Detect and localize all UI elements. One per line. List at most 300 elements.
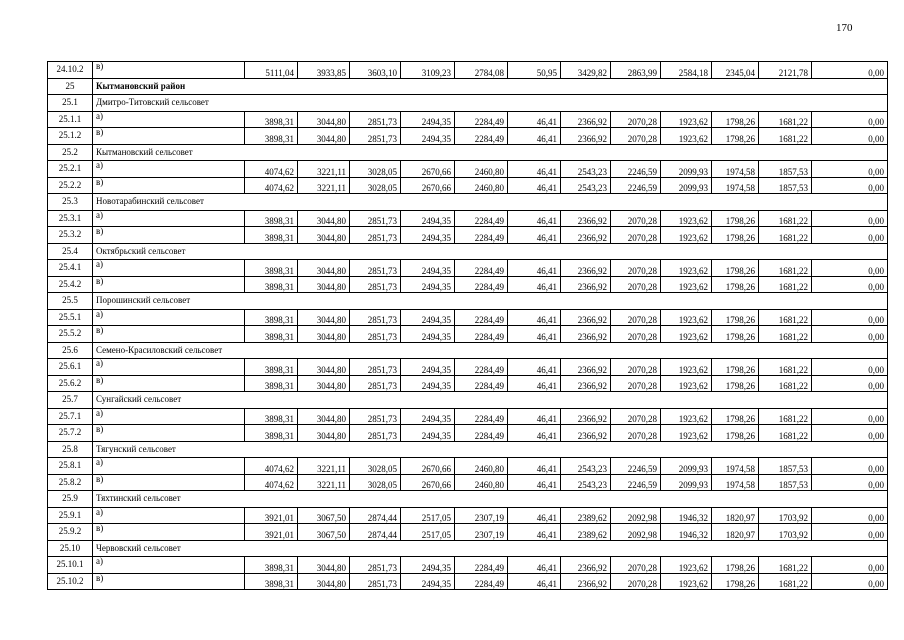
row-subtype: а)	[93, 111, 245, 128]
value-cell: 3028,05	[350, 474, 401, 491]
value-cell: 2874,44	[350, 507, 401, 524]
table-row	[48, 474, 888, 491]
value-cell: 2070,28	[611, 359, 661, 376]
row-subtype: а)	[93, 260, 245, 277]
value-cell: 2366,92	[561, 557, 611, 574]
table-row	[48, 177, 888, 194]
row-code: 25.4	[48, 243, 93, 260]
row-code: 25.5	[48, 293, 93, 310]
value-cell: 2070,28	[611, 260, 661, 277]
value-cell: 1681,22	[759, 375, 812, 392]
section-title: Семено-Красиловский сельсовет	[93, 342, 888, 359]
value-cell: 1798,26	[712, 227, 759, 244]
value-cell: 3898,31	[245, 227, 298, 244]
value-cell: 2284,49	[455, 227, 508, 244]
row-code: 25.2.2	[48, 177, 93, 194]
value-cell: 2851,73	[350, 557, 401, 574]
value-cell: 46,41	[508, 309, 561, 326]
section-row	[48, 194, 888, 211]
table-row	[48, 260, 888, 277]
row-code: 25	[48, 78, 93, 95]
value-cell: 1681,22	[759, 227, 812, 244]
value-cell: 46,41	[508, 210, 561, 227]
section-title: Тяхтинский сельсовет	[93, 491, 888, 508]
value-cell: 46,41	[508, 111, 561, 128]
value-cell: 1681,22	[759, 276, 812, 293]
row-subtype: а)	[93, 210, 245, 227]
value-cell: 1798,26	[712, 425, 759, 442]
value-cell: 2494,35	[401, 260, 455, 277]
value-cell: 1923,62	[661, 425, 712, 442]
value-cell: 46,41	[508, 359, 561, 376]
value-cell: 1798,26	[712, 375, 759, 392]
value-cell: 2494,35	[401, 375, 455, 392]
row-subtype: а)	[93, 507, 245, 524]
value-cell: 1923,62	[661, 210, 712, 227]
value-cell: 2366,92	[561, 128, 611, 145]
value-cell: 46,41	[508, 507, 561, 524]
value-cell: 2851,73	[350, 111, 401, 128]
tariff-table	[47, 61, 888, 590]
value-cell: 2366,92	[561, 260, 611, 277]
value-cell: 3044,80	[298, 375, 350, 392]
value-cell: 2070,28	[611, 375, 661, 392]
value-cell: 2246,59	[611, 177, 661, 194]
value-cell: 2460,80	[455, 161, 508, 178]
value-cell: 3044,80	[298, 425, 350, 442]
value-cell: 1857,53	[759, 161, 812, 178]
value-cell: 2494,35	[401, 227, 455, 244]
row-code: 25.2	[48, 144, 93, 161]
value-cell: 2670,66	[401, 474, 455, 491]
value-cell: 2092,98	[611, 507, 661, 524]
value-cell: 2851,73	[350, 309, 401, 326]
value-cell: 2494,35	[401, 408, 455, 425]
row-subtype: а)	[93, 359, 245, 376]
row-subtype: в)	[93, 573, 245, 590]
value-cell: 3221,11	[298, 161, 350, 178]
row-subtype: а)	[93, 557, 245, 574]
value-cell: 3898,31	[245, 375, 298, 392]
row-code: 25.9.2	[48, 524, 93, 541]
value-cell: 1946,32	[661, 524, 712, 541]
value-cell: 2494,35	[401, 210, 455, 227]
value-cell: 3044,80	[298, 128, 350, 145]
section-row	[48, 95, 888, 112]
value-cell: 1820,97	[712, 507, 759, 524]
value-cell: 3109,23	[401, 62, 455, 79]
value-cell: 2121,78	[759, 62, 812, 79]
table-row	[48, 276, 888, 293]
table-row	[48, 62, 888, 79]
value-cell: 2517,05	[401, 507, 455, 524]
section-title: Червовский сельсовет	[93, 540, 888, 557]
value-cell: 3044,80	[298, 309, 350, 326]
value-cell: 3898,31	[245, 210, 298, 227]
value-cell: 3898,31	[245, 359, 298, 376]
value-cell: 2494,35	[401, 111, 455, 128]
value-cell: 2284,49	[455, 260, 508, 277]
value-cell: 2366,92	[561, 276, 611, 293]
value-cell: 2092,98	[611, 524, 661, 541]
row-code: 25.6.2	[48, 375, 93, 392]
value-cell: 1798,26	[712, 309, 759, 326]
value-cell: 1798,26	[712, 260, 759, 277]
value-cell: 2389,62	[561, 507, 611, 524]
section-title: Порошинский сельсовет	[93, 293, 888, 310]
value-cell: 2851,73	[350, 260, 401, 277]
section-row	[48, 441, 888, 458]
value-cell: 3044,80	[298, 408, 350, 425]
value-cell: 3921,01	[245, 507, 298, 524]
value-cell: 2284,49	[455, 210, 508, 227]
value-cell: 2543,23	[561, 177, 611, 194]
value-cell: 1798,26	[712, 573, 759, 590]
value-cell: 2851,73	[350, 425, 401, 442]
row-subtype: в)	[93, 177, 245, 194]
district-title: Кытмановский район	[93, 78, 888, 95]
value-cell: 46,41	[508, 177, 561, 194]
table-row	[48, 507, 888, 524]
value-cell: 3221,11	[298, 458, 350, 475]
value-cell: 2099,93	[661, 474, 712, 491]
value-cell: 3044,80	[298, 326, 350, 343]
value-cell: 46,41	[508, 557, 561, 574]
table-row	[48, 425, 888, 442]
value-cell: 2284,49	[455, 573, 508, 590]
page-number: 170	[836, 22, 853, 34]
value-cell: 3044,80	[298, 359, 350, 376]
value-cell: 2366,92	[561, 227, 611, 244]
row-subtype: в)	[93, 326, 245, 343]
value-cell: 2543,23	[561, 474, 611, 491]
value-cell: 0,00	[812, 161, 888, 178]
row-code: 25.6.1	[48, 359, 93, 376]
value-cell: 1923,62	[661, 326, 712, 343]
value-cell: 0,00	[812, 210, 888, 227]
value-cell: 1974,58	[712, 458, 759, 475]
row-subtype: в)	[93, 425, 245, 442]
value-cell: 2543,23	[561, 161, 611, 178]
row-code: 25.7.1	[48, 408, 93, 425]
value-cell: 2874,44	[350, 524, 401, 541]
section-title: Дмитро-Титовский сельсовет	[93, 95, 888, 112]
value-cell: 1798,26	[712, 557, 759, 574]
section-title: Новотарабинский сельсовет	[93, 194, 888, 211]
value-cell: 46,41	[508, 326, 561, 343]
value-cell: 0,00	[812, 260, 888, 277]
value-cell: 4074,62	[245, 458, 298, 475]
value-cell: 2366,92	[561, 326, 611, 343]
value-cell: 46,41	[508, 524, 561, 541]
row-code: 25.3.1	[48, 210, 93, 227]
row-code: 25.5.1	[48, 309, 93, 326]
table-row	[48, 128, 888, 145]
row-code: 25.8	[48, 441, 93, 458]
row-subtype: в)	[93, 524, 245, 541]
value-cell: 2070,28	[611, 309, 661, 326]
value-cell: 46,41	[508, 161, 561, 178]
value-cell: 2099,93	[661, 177, 712, 194]
value-cell: 0,00	[812, 375, 888, 392]
value-cell: 1923,62	[661, 309, 712, 326]
value-cell: 2851,73	[350, 408, 401, 425]
value-cell: 0,00	[812, 474, 888, 491]
value-cell: 0,00	[812, 557, 888, 574]
value-cell: 2494,35	[401, 128, 455, 145]
value-cell: 2246,59	[611, 458, 661, 475]
value-cell: 3898,31	[245, 309, 298, 326]
value-cell: 3898,31	[245, 557, 298, 574]
value-cell: 1681,22	[759, 111, 812, 128]
value-cell: 2284,49	[455, 276, 508, 293]
row-code: 25.5.2	[48, 326, 93, 343]
table-row	[48, 375, 888, 392]
value-cell: 2863,99	[611, 62, 661, 79]
value-cell: 2246,59	[611, 161, 661, 178]
value-cell: 0,00	[812, 573, 888, 590]
value-cell: 2284,49	[455, 408, 508, 425]
row-code: 25.8.2	[48, 474, 93, 491]
value-cell: 1681,22	[759, 425, 812, 442]
value-cell: 3898,31	[245, 408, 298, 425]
table-row	[48, 359, 888, 376]
value-cell: 1798,26	[712, 326, 759, 343]
value-cell: 0,00	[812, 326, 888, 343]
value-cell: 1798,26	[712, 408, 759, 425]
row-code: 25.10.2	[48, 573, 93, 590]
table-row	[48, 210, 888, 227]
value-cell: 1923,62	[661, 276, 712, 293]
value-cell: 2284,49	[455, 128, 508, 145]
value-cell: 46,41	[508, 260, 561, 277]
table-row	[48, 309, 888, 326]
value-cell: 0,00	[812, 128, 888, 145]
value-cell: 1681,22	[759, 408, 812, 425]
value-cell: 2851,73	[350, 227, 401, 244]
value-cell: 2070,28	[611, 326, 661, 343]
section-row	[48, 540, 888, 557]
row-subtype: а)	[93, 458, 245, 475]
row-code: 25.6	[48, 342, 93, 359]
value-cell: 2366,92	[561, 359, 611, 376]
value-cell: 2284,49	[455, 375, 508, 392]
value-cell: 3044,80	[298, 210, 350, 227]
value-cell: 2494,35	[401, 276, 455, 293]
table-row	[48, 111, 888, 128]
value-cell: 2851,73	[350, 276, 401, 293]
row-subtype: в)	[93, 474, 245, 491]
value-cell: 0,00	[812, 111, 888, 128]
value-cell: 1820,97	[712, 524, 759, 541]
value-cell: 46,41	[508, 128, 561, 145]
value-cell: 3933,85	[298, 62, 350, 79]
value-cell: 1798,26	[712, 111, 759, 128]
value-cell: 2670,66	[401, 161, 455, 178]
value-cell: 4074,62	[245, 474, 298, 491]
value-cell: 2494,35	[401, 326, 455, 343]
value-cell: 3044,80	[298, 111, 350, 128]
value-cell: 2460,80	[455, 474, 508, 491]
value-cell: 2851,73	[350, 359, 401, 376]
value-cell: 2460,80	[455, 177, 508, 194]
value-cell: 2246,59	[611, 474, 661, 491]
value-cell: 2670,66	[401, 458, 455, 475]
value-cell: 1923,62	[661, 111, 712, 128]
value-cell: 0,00	[812, 425, 888, 442]
value-cell: 3044,80	[298, 276, 350, 293]
value-cell: 2851,73	[350, 210, 401, 227]
value-cell: 2070,28	[611, 425, 661, 442]
value-cell: 46,41	[508, 573, 561, 590]
value-cell: 3221,11	[298, 474, 350, 491]
section-title: Кытмановский сельсовет	[93, 144, 888, 161]
section-row	[48, 491, 888, 508]
value-cell: 0,00	[812, 507, 888, 524]
value-cell: 3221,11	[298, 177, 350, 194]
value-cell: 3028,05	[350, 458, 401, 475]
value-cell: 3898,31	[245, 573, 298, 590]
row-code: 25.3.2	[48, 227, 93, 244]
value-cell: 1857,53	[759, 474, 812, 491]
value-cell: 0,00	[812, 359, 888, 376]
value-cell: 3044,80	[298, 227, 350, 244]
value-cell: 1681,22	[759, 326, 812, 343]
value-cell: 1974,58	[712, 161, 759, 178]
section-title: Сунгайский сельсовет	[93, 392, 888, 409]
value-cell: 2099,93	[661, 161, 712, 178]
value-cell: 0,00	[812, 227, 888, 244]
table-row	[48, 408, 888, 425]
row-subtype: в)	[93, 375, 245, 392]
value-cell: 2784,08	[455, 62, 508, 79]
section-row	[48, 342, 888, 359]
value-cell: 2366,92	[561, 210, 611, 227]
value-cell: 3044,80	[298, 260, 350, 277]
section-row	[48, 144, 888, 161]
row-subtype: а)	[93, 309, 245, 326]
section-title: Тягунский сельсовет	[93, 441, 888, 458]
value-cell: 2366,92	[561, 425, 611, 442]
value-cell: 2494,35	[401, 573, 455, 590]
row-code: 25.8.1	[48, 458, 93, 475]
value-cell: 0,00	[812, 62, 888, 79]
value-cell: 3429,82	[561, 62, 611, 79]
value-cell: 4074,62	[245, 177, 298, 194]
value-cell: 1681,22	[759, 260, 812, 277]
row-code: 25.1.1	[48, 111, 93, 128]
value-cell: 1974,58	[712, 474, 759, 491]
value-cell: 2366,92	[561, 309, 611, 326]
value-cell: 46,41	[508, 458, 561, 475]
row-code: 25.7	[48, 392, 93, 409]
value-cell: 5111,04	[245, 62, 298, 79]
value-cell: 2070,28	[611, 210, 661, 227]
row-code: 25.3	[48, 194, 93, 211]
value-cell: 2851,73	[350, 573, 401, 590]
value-cell: 1681,22	[759, 557, 812, 574]
value-cell: 46,41	[508, 408, 561, 425]
section-title: Октябрьский сельсовет	[93, 243, 888, 260]
value-cell: 3898,31	[245, 111, 298, 128]
row-code: 25.10.1	[48, 557, 93, 574]
value-cell: 2099,93	[661, 458, 712, 475]
value-cell: 1798,26	[712, 359, 759, 376]
value-cell: 2494,35	[401, 359, 455, 376]
value-cell: 3067,50	[298, 524, 350, 541]
row-code: 25.1.2	[48, 128, 93, 145]
value-cell: 2070,28	[611, 276, 661, 293]
value-cell: 1681,22	[759, 309, 812, 326]
value-cell: 2284,49	[455, 326, 508, 343]
value-cell: 2543,23	[561, 458, 611, 475]
value-cell: 3067,50	[298, 507, 350, 524]
table-row	[48, 161, 888, 178]
row-subtype: а)	[93, 161, 245, 178]
value-cell: 0,00	[812, 524, 888, 541]
row-code: 25.2.1	[48, 161, 93, 178]
value-cell: 2284,49	[455, 111, 508, 128]
value-cell: 0,00	[812, 408, 888, 425]
value-cell: 3044,80	[298, 573, 350, 590]
value-cell: 2284,49	[455, 359, 508, 376]
table-row	[48, 227, 888, 244]
row-subtype: в)	[93, 128, 245, 145]
value-cell: 1681,22	[759, 210, 812, 227]
value-cell: 2345,04	[712, 62, 759, 79]
row-subtype: в)	[93, 276, 245, 293]
value-cell: 2517,05	[401, 524, 455, 541]
value-cell: 2366,92	[561, 408, 611, 425]
value-cell: 3921,01	[245, 524, 298, 541]
value-cell: 1798,26	[712, 210, 759, 227]
value-cell: 2460,80	[455, 458, 508, 475]
row-code: 25.4.2	[48, 276, 93, 293]
value-cell: 2494,35	[401, 557, 455, 574]
table-row	[48, 524, 888, 541]
value-cell: 0,00	[812, 309, 888, 326]
value-cell: 2070,28	[611, 557, 661, 574]
value-cell: 3898,31	[245, 128, 298, 145]
value-cell: 2366,92	[561, 111, 611, 128]
value-cell: 46,41	[508, 276, 561, 293]
value-cell: 1974,58	[712, 177, 759, 194]
value-cell: 2389,62	[561, 524, 611, 541]
value-cell: 3898,31	[245, 326, 298, 343]
value-cell: 2284,49	[455, 557, 508, 574]
value-cell: 1923,62	[661, 128, 712, 145]
value-cell: 2070,28	[611, 573, 661, 590]
value-cell: 1923,62	[661, 227, 712, 244]
value-cell: 3603,10	[350, 62, 401, 79]
value-cell: 2851,73	[350, 375, 401, 392]
value-cell: 3044,80	[298, 557, 350, 574]
value-cell: 2070,28	[611, 227, 661, 244]
row-code: 25.9	[48, 491, 93, 508]
value-cell: 1923,62	[661, 375, 712, 392]
value-cell: 3898,31	[245, 260, 298, 277]
row-subtype: в)	[93, 62, 245, 79]
section-row	[48, 392, 888, 409]
value-cell: 2307,19	[455, 524, 508, 541]
value-cell: 1703,92	[759, 524, 812, 541]
table-row	[48, 573, 888, 590]
value-cell: 1923,62	[661, 573, 712, 590]
value-cell: 2070,28	[611, 128, 661, 145]
row-subtype: а)	[93, 408, 245, 425]
row-code: 25.7.2	[48, 425, 93, 442]
row-code: 24.10.2	[48, 62, 93, 79]
